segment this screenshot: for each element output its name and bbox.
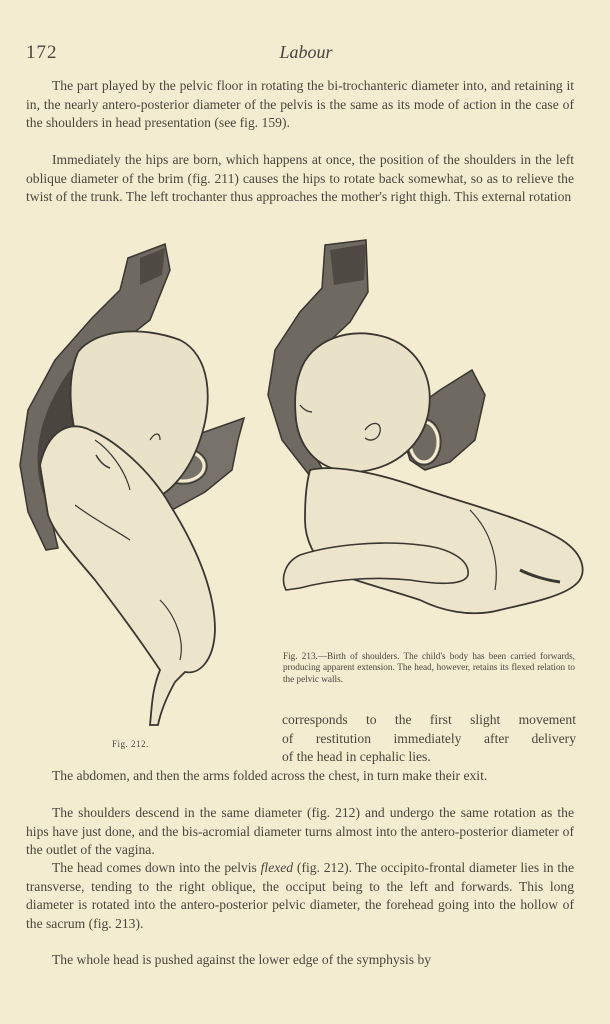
page-number: 172 (26, 42, 58, 63)
figure-213-illustration (268, 240, 583, 613)
figure-212-illustration (20, 244, 244, 725)
paragraph-head-flexed (26, 859, 574, 933)
side-text-line: corresponds to the first slight movement (282, 712, 576, 727)
italic-flexed: flexed (260, 860, 294, 875)
page-header (26, 42, 586, 66)
side-text-line: of the head in cephalic lies. (282, 749, 431, 764)
paragraph-pelvic-floor: The part played by the pelvic floor in rotating the bi-trochanteric diameter into, and retaining it in, the nearly antero-posterior diameter of the pelvis is the same as its mode of action in the case of the shoulders in head presentation (see fig. 159). (26, 78, 574, 130)
paragraph-shoulders: The shoulders descend in the same diameter (fig. 212) and undergo the same rotation as the hips have just done, and the bis-acromial diameter turns almost into the antero-posterior diameter of the outlet of the vagina. (26, 805, 574, 857)
paragraph-hips-born: Immediately the hips are born, which happens at once, the position of the shoulders in the left oblique diameter of the brim (fig. 211) causes the hips to rotate back somewhat, so as to relieve the twist of the trunk. The left trochanter thus approaches the mother's right thigh. This external rotation (26, 152, 574, 204)
paragraph-head-text-start: The head comes down into the pelvis (52, 860, 261, 875)
side-text-block (282, 711, 576, 767)
running-title: Labour (279, 42, 333, 62)
side-text-line: of restitution immediately after delivery (282, 730, 576, 746)
figure-213-caption: Fig. 213.—Birth of shoulders. The child's body has been carried forwards, producing apparent extension. The head, however, retains its flexed relation to the pelvic walls. (283, 651, 575, 684)
figure-212-label: Fig. 212. (112, 739, 149, 749)
paragraph-abdomen: The abdomen, and then the arms folded across the chest, in turn make their exit. (52, 768, 488, 783)
paragraph-whole-head: The whole head is pushed against the lower edge of the symphysis by (52, 952, 432, 967)
paragraph-head-text-end: (fig. 212). The occipito-frontal diameter lies in the transverse, tending to the right oblique, the occiput being to the left and forwards. This long diameter is rotated into the antero-posterior pelvic diameter, the forehead going into the hollow of the sacrum (fig. 213). (26, 860, 575, 931)
